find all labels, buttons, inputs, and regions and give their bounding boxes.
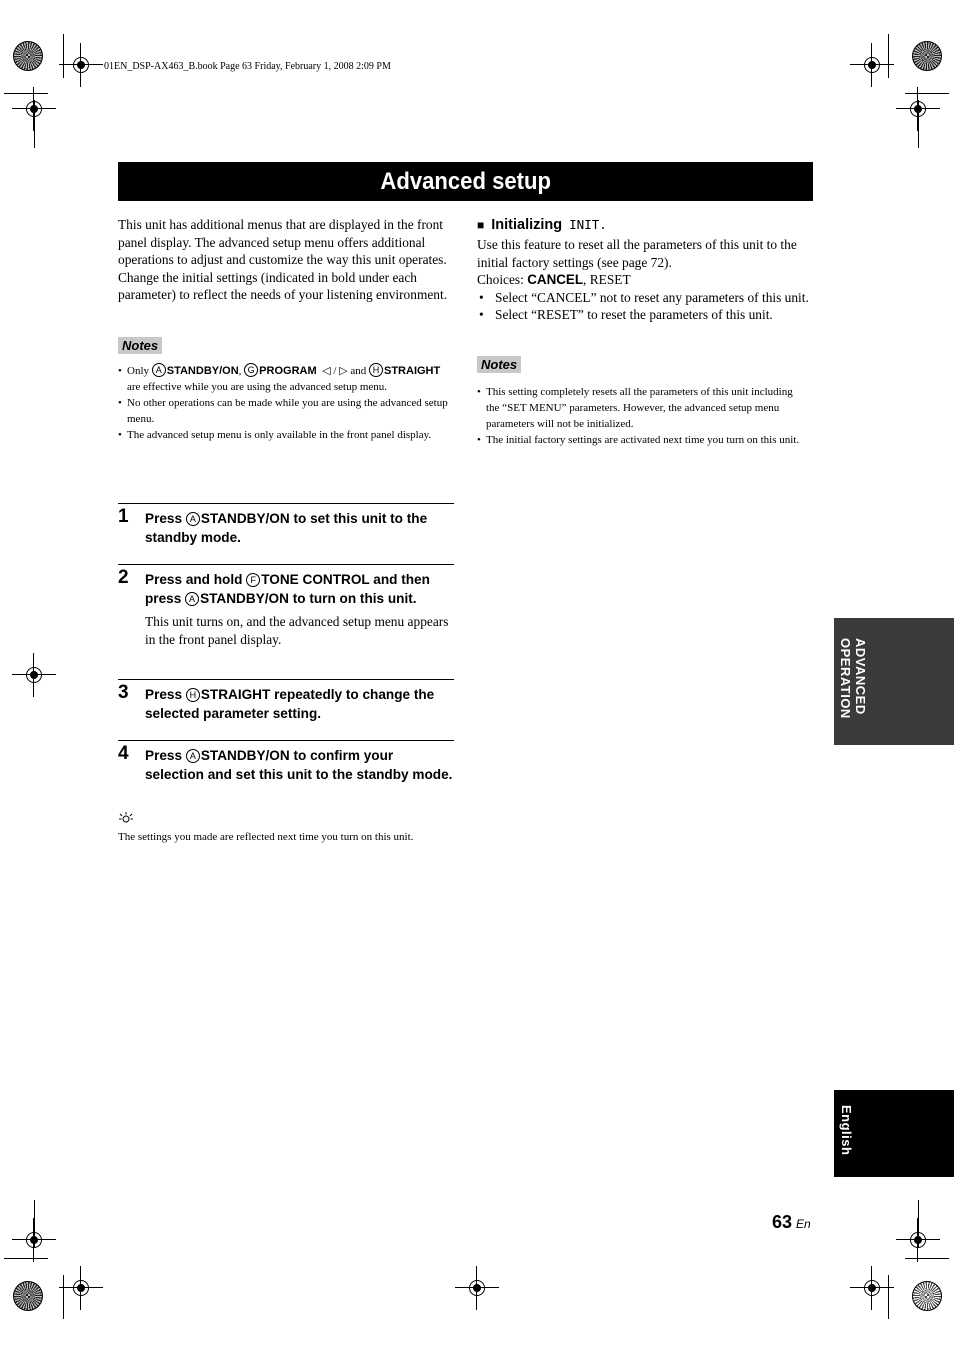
registration-mark-icon	[906, 1228, 930, 1252]
choice-bullet: • Select “CANCEL” not to reset any parameters of this unit.	[477, 289, 813, 307]
key-straight: STRAIGHT	[384, 365, 441, 377]
tip	[118, 811, 454, 845]
step-4	[118, 740, 454, 784]
note-item: • The advanced setup menu is only available in the front panel display.	[118, 427, 454, 443]
section-tab-label: ADVANCED OPERATION	[838, 638, 868, 719]
step-number: 2	[118, 567, 129, 588]
step-instruction: Press H STRAIGHT repeatedly to change the selected parameter setting.	[145, 687, 435, 721]
step-2	[118, 564, 454, 648]
intro-paragraph: This unit has additional menus that are displayed in the front panel display. The advanced setup menu offers additional operations to adjust and customize the way this unit operates. Change the initial settings (indicated in bold under each parameter) to reflect the needs of your listening environment.	[118, 217, 448, 303]
section-heading: Initializing	[491, 217, 563, 233]
choice-bullet: • Select “RESET” to reset the parameters of this unit.	[477, 306, 813, 324]
key-standby-on: STANDBY/ON	[166, 365, 239, 377]
note-item: • No other operations can be made while you are using the advanced setup menu.	[118, 395, 454, 427]
notes-left	[118, 337, 454, 443]
registration-mark-icon	[69, 1276, 93, 1300]
page-number: 63 En	[772, 1212, 811, 1232]
step-instruction: Press A STANDBY/ON to confirm your selection and set this unit to the standby mode.	[145, 748, 453, 782]
display-text: INIT.	[569, 217, 607, 232]
step-1	[118, 503, 454, 547]
section-square-icon: ■	[477, 218, 485, 232]
button-letter-h-icon: H	[369, 363, 383, 377]
language-tab-label: English	[839, 1105, 854, 1156]
page-title: Advanced setup	[380, 167, 551, 195]
step-result: This unit turns on, and the advanced setup menu appears in the front panel display.	[145, 614, 449, 647]
step-instruction: Press and hold F TONE CONTROL and then press A STANDBY/ON to turn on this unit.	[145, 572, 430, 606]
step-number: 1	[118, 506, 129, 527]
default-choice: CANCEL	[527, 272, 584, 288]
registration-mark-icon	[860, 53, 884, 77]
button-letter-a-icon: A	[186, 512, 200, 526]
registration-mark-icon	[906, 97, 930, 121]
registration-mark-icon	[22, 663, 46, 687]
arrow-left-right-icon: ◁ / ▷	[322, 365, 348, 377]
notes-label: Notes	[118, 337, 162, 354]
color-target-icon	[912, 1281, 942, 1311]
registration-mark-icon	[69, 53, 93, 77]
step-number: 3	[118, 682, 129, 703]
file-header: 01EN_DSP-AX463_B.book Page 63 Friday, February 1, 2008 2:09 PM	[104, 61, 391, 72]
initializing-description: Use this feature to reset all the parameters of this unit to the initial factory settings (see page 72).	[477, 237, 797, 270]
button-letter-h-icon: H	[186, 688, 200, 702]
notes-label: Notes	[477, 356, 521, 373]
tip-text: The settings you made are reflected next time you turn on this unit.	[118, 831, 414, 843]
section-tab	[834, 618, 954, 745]
note-item: • This setting completely resets all the parameters of this unit including the “SET MENU” parameters. However, the advanced setup menu parameters will not be initialized.	[477, 384, 807, 432]
note-item: • The initial factory settings are activated next time you turn on this unit.	[477, 432, 807, 448]
choices-line: Choices: CANCEL, RESET	[477, 272, 631, 288]
language-tab	[834, 1090, 954, 1177]
color-target-icon	[13, 1281, 43, 1311]
note-item: • Only A STANDBY/ON, G PROGRAM ◁ / ▷ and H STRAIGHT are effective while you are using the advanced setup menu.	[118, 363, 454, 395]
color-target-icon	[13, 41, 43, 71]
lightbulb-icon	[118, 811, 134, 825]
registration-mark-icon	[22, 97, 46, 121]
button-letter-a-icon: A	[186, 749, 200, 763]
registration-mark-icon	[22, 1228, 46, 1252]
page-title-bar	[118, 162, 813, 201]
notes-right	[477, 356, 807, 448]
button-letter-f-icon: F	[246, 573, 260, 587]
button-letter-a-icon: A	[152, 363, 166, 377]
registration-mark-icon	[465, 1276, 489, 1300]
step-number: 4	[118, 743, 129, 764]
key-program: PROGRAM	[259, 365, 317, 377]
initializing-section	[477, 215, 813, 324]
registration-mark-icon	[860, 1276, 884, 1300]
step-instruction: Press A STANDBY/ON to set this unit to the standby mode.	[145, 511, 428, 545]
button-letter-g-icon: G	[244, 363, 258, 377]
color-target-icon	[912, 41, 942, 71]
step-3	[118, 679, 454, 723]
button-letter-a-icon: A	[185, 592, 199, 606]
